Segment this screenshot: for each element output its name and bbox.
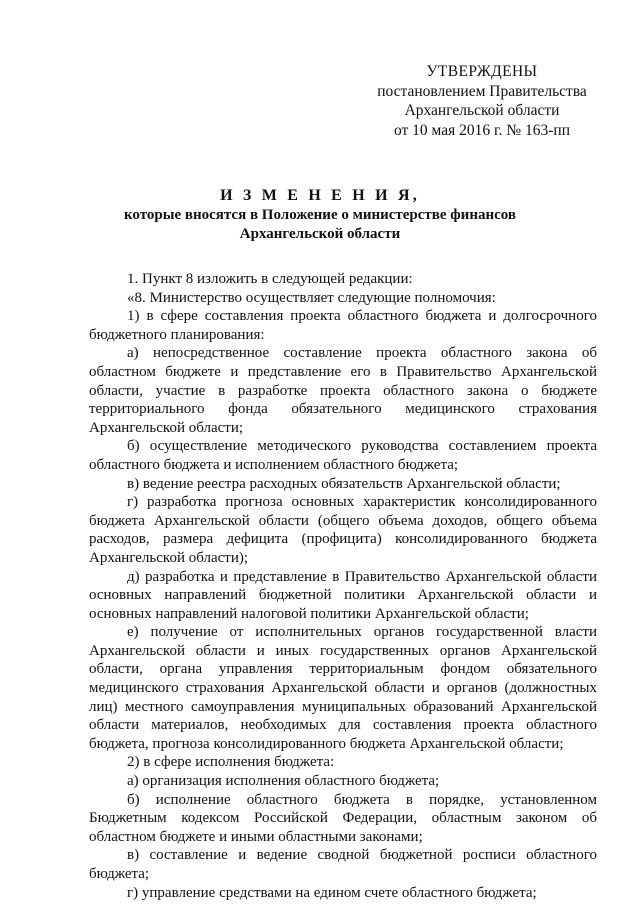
paragraph-subsection-1: 1) в сфере составления проекта областного бюджета и долгосрочного бюджетного планирования: <box>89 308 597 343</box>
paragraph-2g: г) управление средствами на едином счете областного бюджета; <box>127 884 537 901</box>
document-body <box>89 270 597 902</box>
paragraph-subsection-2: 2) в сфере исполнения бюджета: <box>127 754 335 771</box>
document-subtitle-line-1: которые вносятся в Положение о министерстве финансов <box>123 207 516 223</box>
approval-line-1: постановлением Правительства <box>377 82 587 100</box>
approval-heading: УТВЕРЖДЕНЫ <box>426 63 538 80</box>
approval-line-3: от 10 мая 2016 г. № 163-пп <box>393 121 571 139</box>
document-title: И З М Е Н Е Н И Я, <box>220 187 420 204</box>
approval-line-2: Архангельской области <box>404 102 560 119</box>
approval-stamp <box>372 62 592 140</box>
document-subtitle-line-2: Архангельской области <box>239 226 401 242</box>
paragraph-item-1: 1. Пункт 8 изложить в следующей редакции: <box>127 271 413 287</box>
paragraph-1d: д) разработка и представление в Правительство Архангельской области основных направлений бюджетной политики Архангельской области и основных направлений налоговой политики Архангельской области; <box>89 568 597 622</box>
paragraph-1a: а) непосредственное составление проекта областного закона об областном бюджете и представление его в Правительство Архангельской области, участие в разработке проекта областного закона о бюджете территориального фонда обязательного медицинского страхования Архангельской области; <box>89 345 597 436</box>
paragraph-1b: б) осуществление методического руководства составлением проекта областного бюджета и исполнением областного бюджета; <box>89 438 597 473</box>
paragraph-2b: б) исполнение областного бюджета в порядке, установленном Бюджетным кодексом Российской Федерации, областным законом об областном бюджете и иными областными законами; <box>89 791 597 845</box>
paragraph-2a: а) организация исполнения областного бюджета; <box>127 773 440 790</box>
paragraph-point-8: «8. Министерство осуществляет следующие полномочия: <box>127 289 496 306</box>
paragraph-1e: е) получение от исполнительных органов государственной власти Архангельской области и иных государственных органов Архангельской области, органа управления территориальным фондом обязательного медицинского страхования Архангельской области и органов (должностных лиц) местного самоуправления муниципальных образований Архангельской области материалов, необходимых для составления проекта областного бюджета, прогноза консолидированного бюджета Архангельской области; <box>89 624 597 752</box>
paragraph-2v: в) составление и ведение сводной бюджетной росписи областного бюджета; <box>89 847 597 882</box>
document-heading <box>60 186 580 244</box>
paragraph-1g: г) разработка прогноза основных характеристик консолидированного бюджета Архангельской области (общего объема доходов, общего объема расходов, размера дефицита (профицита) консолидированного бюджета Архангельской области); <box>89 494 597 566</box>
paragraph-1v: в) ведение реестра расходных обязательств Архангельской области; <box>127 475 561 492</box>
